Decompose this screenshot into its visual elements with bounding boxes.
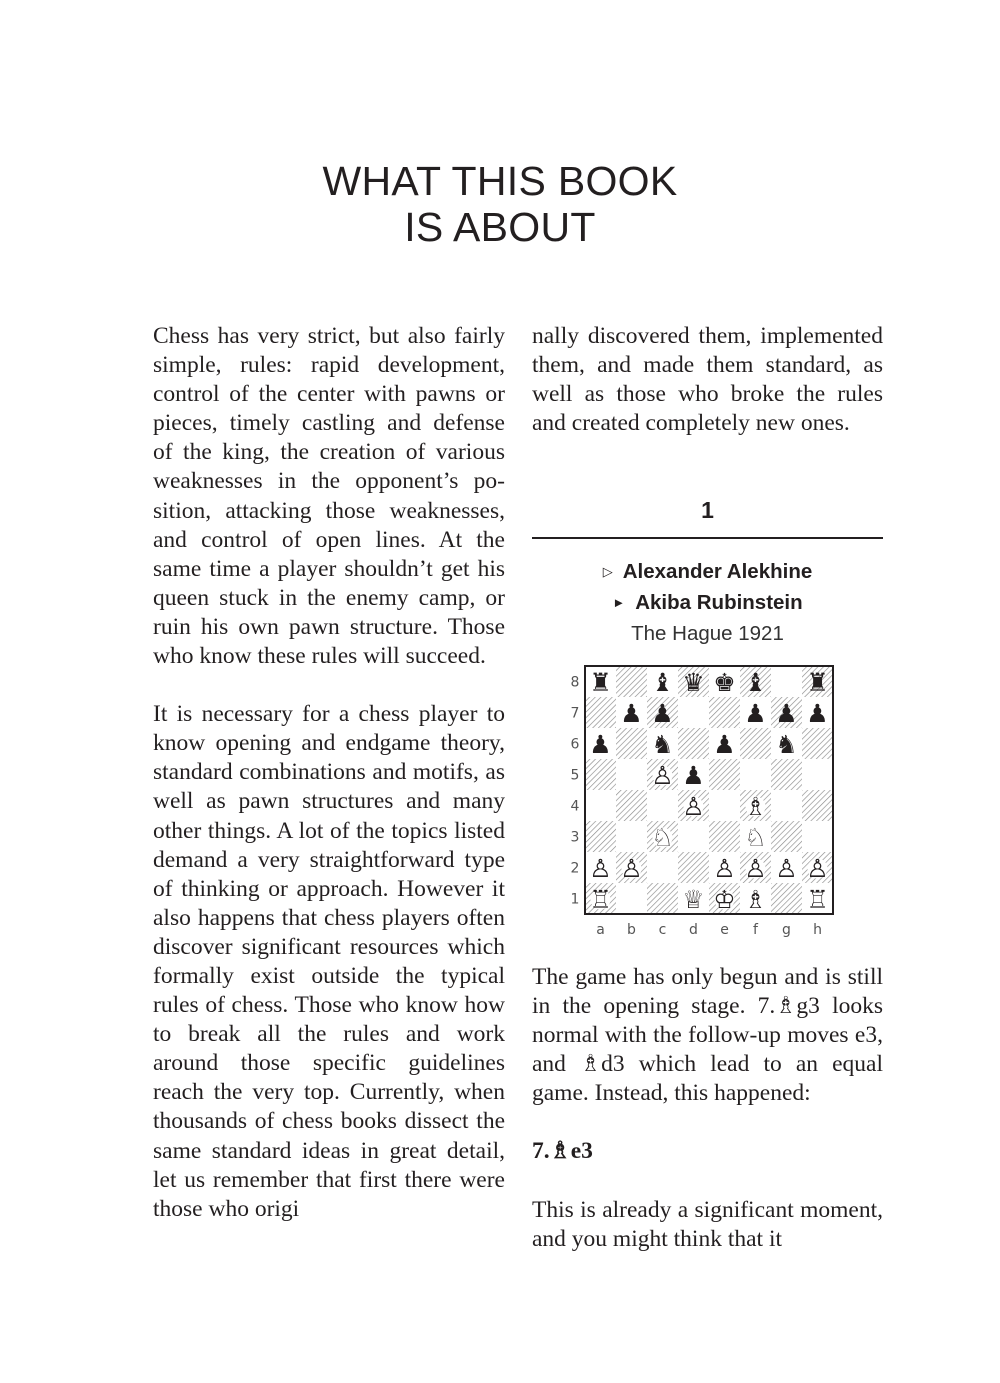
board-square-h3 [802, 821, 833, 852]
game-header-rule [532, 537, 883, 539]
file-label: a [596, 922, 605, 938]
chess-piece-a6: ♟ [589, 730, 612, 759]
board-square-a3 [585, 821, 616, 852]
chess-piece-c8: ♝ [651, 668, 674, 697]
board-square-b8 [616, 666, 647, 697]
board-square-h6 [802, 728, 833, 759]
white-marker-icon: ▷ [602, 564, 613, 579]
board-square-b5 [616, 759, 647, 790]
board-square-f6 [740, 728, 771, 759]
chess-piece-a2: ♙ [589, 854, 612, 883]
board-square-h4 [802, 790, 833, 821]
move-notation: 7.♗e3 [532, 1138, 593, 1165]
file-label: d [689, 922, 698, 938]
file-label: c [658, 922, 667, 938]
rank-label: 4 [570, 798, 580, 815]
left-column [153, 322, 505, 1224]
chess-piece-c3: ♘ [651, 823, 674, 852]
chess-piece-h1: ♖ [806, 885, 829, 914]
chess-piece-b7: ♟ [620, 699, 643, 728]
chess-piece-c6: ♞ [651, 730, 674, 759]
board-square-g8 [771, 666, 802, 697]
board-square-h5 [802, 759, 833, 790]
chess-piece-f3: ♘ [744, 823, 767, 852]
board-square-g4 [771, 790, 802, 821]
chess-piece-g7: ♟ [775, 699, 798, 728]
board-square-b4 [616, 790, 647, 821]
intro-paragraph: Chess has very strict, but also fairly simple, rules: rapid development, control of the center with pawns or pieces, timely castling and defense of the king, the creation of various weaknesses in the opponent’s position, attacking those weaknesses, and control of open lines. At the same time a player shouldn’t get his queen stuck in the enemy camp, or ruin his own pawn structure. Those who know these rules will succeed. [153, 323, 505, 670]
chess-piece-a1: ♖ [589, 885, 612, 914]
rank-label: 5 [570, 767, 580, 784]
board-square-f5 [740, 759, 771, 790]
rank-label: 7 [570, 705, 580, 722]
chess-piece-f2: ♙ [744, 854, 767, 883]
chess-piece-d1: ♕ [682, 885, 705, 914]
rank-label: 3 [570, 829, 580, 846]
chess-piece-g2: ♙ [775, 854, 798, 883]
chess-piece-e2: ♙ [713, 854, 736, 883]
chess-piece-f1: ♗ [744, 885, 767, 914]
continuation-paragraph: nally discovered them, implemented them, and made them standard, as well as those who broke the rules and created completely new ones. [532, 323, 883, 437]
board-square-d6 [678, 728, 709, 759]
board-square-b3 [616, 821, 647, 852]
black-player-line [532, 588, 883, 619]
chess-piece-d5: ♟ [682, 761, 705, 790]
board-square-e7 [709, 697, 740, 728]
chess-piece-h2: ♙ [806, 854, 829, 883]
rank-label: 6 [570, 736, 580, 753]
game-header [532, 557, 883, 648]
rank-label: 8 [570, 674, 580, 691]
commentary-paragraph-2: This is already a significant moment, and you might think that it [532, 1196, 883, 1252]
board-square-a7 [585, 697, 616, 728]
board-square-e3 [709, 821, 740, 852]
chess-piece-d4: ♙ [682, 792, 705, 821]
chess-piece-g6: ♞ [775, 730, 798, 759]
chess-piece-c5: ♙ [651, 761, 674, 790]
chess-piece-f8: ♝ [744, 668, 767, 697]
chapter-title [0, 158, 1000, 250]
game-event: The Hague 1921 [631, 622, 784, 645]
chess-piece-e1: ♔ [713, 885, 736, 914]
rank-label: 1 [570, 891, 580, 908]
file-label: g [782, 922, 791, 938]
file-label: f [753, 922, 758, 938]
right-column-commentary [532, 963, 883, 1254]
chapter-title-line-1: WHAT THIS BOOK [322, 158, 678, 204]
chess-piece-h8: ♜ [806, 668, 829, 697]
chess-piece-c7: ♟ [651, 699, 674, 728]
file-label: e [720, 922, 729, 938]
chess-piece-e8: ♚ [713, 668, 736, 697]
white-player-line [532, 557, 883, 588]
chess-piece-a8: ♜ [589, 668, 612, 697]
board-square-e5 [709, 759, 740, 790]
board-square-c2 [647, 852, 678, 883]
game-number: 1 [701, 497, 714, 523]
commentary-paragraph: The game has only begun and is still in the opening stage. 7.♗g3 looks normal with the follow-up moves e3, and ♗d3 which lead to an equal game. Instead, this happened: [532, 964, 883, 1107]
chess-piece-d8: ♛ [682, 668, 705, 697]
chess-piece-b2: ♙ [620, 854, 643, 883]
board-square-d7 [678, 697, 709, 728]
chess-piece-f4: ♗ [744, 792, 767, 821]
file-label: h [813, 922, 822, 938]
board-square-g1 [771, 883, 802, 914]
board-square-b1 [616, 883, 647, 914]
chess-diagram [560, 664, 845, 954]
board-square-a5 [585, 759, 616, 790]
board-square-c4 [647, 790, 678, 821]
black-player-name: Akiba Rubinstein [635, 591, 803, 614]
white-player-name: Alexander Alekhine [622, 560, 813, 583]
chess-board [560, 664, 845, 949]
chess-piece-f7: ♟ [744, 699, 767, 728]
board-square-c1 [647, 883, 678, 914]
body-paragraph: It is necessary for a chess player to know opening and endgame theory, standard combinations and motifs, as well as pawn structures and many other things. A lot of the topics listed demand a very straightforward type of thinking or approach. However it also happens that chess players often discover significant resources which formally exist outside the typical rules of chess. Those who know how to break all the rules and work around those specific guidelines reach the very top. Currently, when thousands of chess books dissect the same standard ideas in great detail, let us remember that first there were those who origi [153, 701, 505, 1222]
rank-label: 2 [570, 860, 580, 877]
chess-piece-e6: ♟ [713, 730, 736, 759]
board-square-d2 [678, 852, 709, 883]
chapter-title-line-2: IS ABOUT [404, 204, 596, 250]
board-square-g5 [771, 759, 802, 790]
board-square-b6 [616, 728, 647, 759]
file-label: b [627, 922, 636, 938]
black-marker-icon: ► [612, 595, 626, 610]
board-square-g3 [771, 821, 802, 852]
board-square-a4 [585, 790, 616, 821]
right-column-continuation [532, 322, 883, 438]
chess-piece-h7: ♟ [806, 699, 829, 728]
board-square-d3 [678, 821, 709, 852]
board-square-e4 [709, 790, 740, 821]
